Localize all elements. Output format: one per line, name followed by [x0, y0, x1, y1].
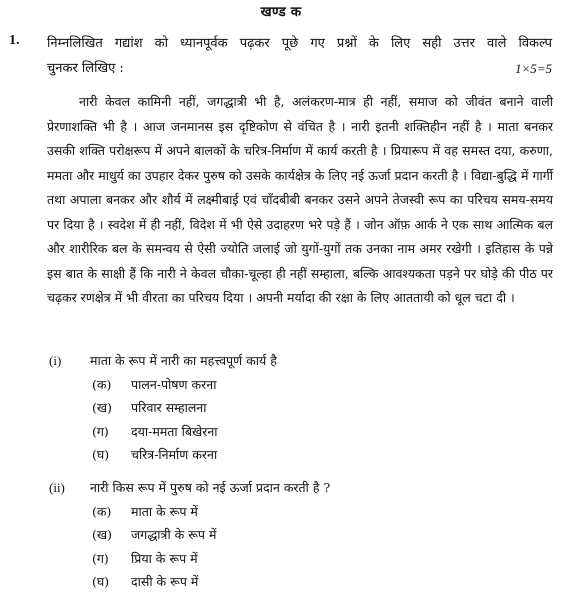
question-number: 1.	[9, 33, 20, 48]
sub-question-number: (i)	[49, 353, 62, 368]
option-row	[47, 443, 552, 467]
option-row	[47, 570, 552, 594]
option-row	[47, 523, 552, 547]
option-label: (क)	[92, 503, 112, 519]
sub-question-number: (ii)	[49, 480, 65, 495]
sub-question-1	[47, 349, 552, 467]
option-row	[47, 500, 552, 524]
sub-question-2	[47, 476, 552, 594]
option-row	[47, 373, 552, 397]
section-title: खण्ड क	[260, 4, 302, 20]
option-text: दासी के रूप में	[131, 574, 199, 589]
instruction-line-2: चुनकर लिखिए :	[47, 61, 124, 76]
option-text: प्रिया के रूप में	[131, 550, 198, 566]
option-text: दया-ममता बिखेरना	[131, 423, 218, 439]
instruction-line-1: निम्नलिखित गद्यांश को ध्यानपूर्वक पढ़कर पूछे गए प्रश्नों के लिए सही उत्तर वाले विकल्प	[47, 36, 552, 51]
sub-question-2-stem	[47, 476, 552, 500]
option-row	[47, 547, 552, 571]
option-label: (ग)	[92, 550, 109, 566]
question-instruction	[47, 31, 552, 81]
instruction-line-2-row	[47, 56, 552, 81]
option-label: (क)	[92, 376, 112, 392]
sub-question-text: माता के रूप में नारी का महत्त्वपूर्ण कार्य है	[90, 353, 277, 368]
option-label: (ख)	[92, 527, 112, 542]
sub-question-text: नारी किस रूप में पुरुष को नई ऊर्जा प्रदान करती है ?	[90, 480, 331, 495]
sub-question-1-stem	[47, 349, 552, 373]
option-text: जगद्धात्री के रूप में	[131, 527, 217, 542]
option-text: माता के रूप में	[131, 503, 198, 519]
option-text: चरित्र-निर्माण करना	[131, 447, 218, 462]
passage-text: नारी केवल कामिनी नहीं, जगद्धात्री भी है, अलंकरण-मात्र ही नहीं, समाज को जीवंत बनाने वाली प्रेरणाशक्ति भी है । आज जनमानस इस दृष्टिकोण से वंचित है । नारी इतनी शक्तिहीन नहीं है । माता बनकर उसकी शक्ति परोक्षरूप में अपने बालकों के चरित्र-निर्माण में कार्य करती है । प्रियारूप में वह समस्त दया, करुणा, ममता और माधुर्य का उपहार देकर पुरुष को उसके कार्यक्षेत्र के लिए नई ऊर्जा प्रदान करती है । विद्या-बुद्धि में गार्गी तथा अपाला बनकर और शौर्य में लक्ष्मीबाई एवं चाँदबीबी बनकर उसने अपने तेजस्वी रूप का परिचय समय-समय पर दिया है । स्वदेश में ही नहीं, विदेश में भी ऐसे उदाहरण भरे पड़े हैं । जोन ऑफ़ आर्क ने एक साथ आत्मिक बल और शारीरिक बल के समन्वय से ऐसी ज्योति जलाई जो युगों-युगों तक उनका नाम अमर रखेगी । इतिहास के पन्ने इस बात के साक्षी हैं कि नारी ने केवल चौका-चूल्हा ही नहीं सम्हाला, बल्कि आवश्यकता पड़ने पर घोड़े की पीठ पर चढ़कर रणक्षेत्र में भी वीरता का परिचय दिया । अपनी मर्यादा की रक्षा के लिए आततायी को धूल चटा दी ।	[47, 94, 553, 305]
option-row	[47, 420, 552, 444]
option-row	[47, 396, 552, 420]
marks-label: 1×5=5	[514, 61, 552, 76]
option-text: पालन-पोषण करना	[131, 376, 217, 392]
option-text: परिवार सम्हालना	[131, 400, 207, 415]
option-label: (घ)	[92, 574, 110, 589]
option-label: (ख)	[92, 400, 112, 415]
option-label: (ग)	[92, 423, 109, 439]
option-label: (घ)	[92, 447, 110, 462]
